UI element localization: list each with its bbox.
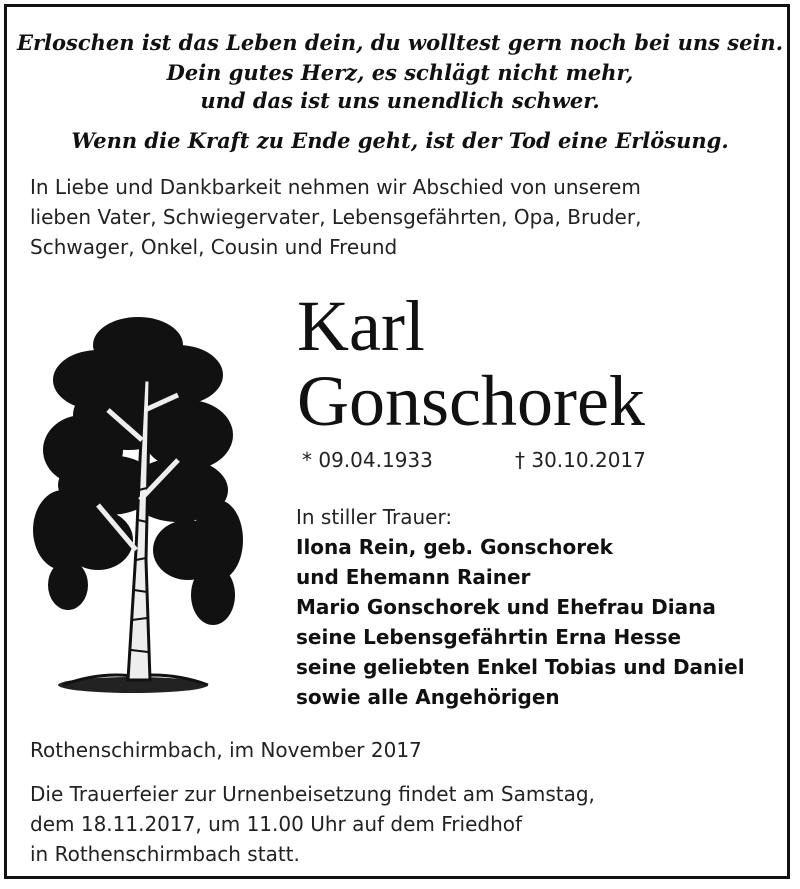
verse-line-2: Dein gutes Herz, es schlägt nicht mehr, [166, 60, 634, 85]
intro-line-1: In Liebe und Dankbarkeit nehmen wir Abschied von unserem [30, 175, 641, 199]
mourner-line: Ilona Rein, geb. Gonschorek [296, 535, 613, 559]
mourner-line: und Ehemann Rainer [296, 565, 531, 589]
birch-tree-icon [28, 300, 248, 700]
place-date: Rothenschirmbach, im November 2017 [30, 738, 422, 762]
mourner-line: sowie alle Angehörigen [296, 685, 560, 709]
verse-line-1: Erloschen ist das Leben dein, du wolltest gern noch bei uns sein. [16, 30, 784, 55]
mourners-heading: In stiller Trauer: [296, 505, 453, 529]
verse-line-4: Wenn die Kraft zu Ende geht, ist der Tod eine Erlösung. [71, 128, 729, 153]
verse-line-3: und das ist uns unendlich schwer. [200, 88, 600, 113]
ceremony-line-3: in Rothenschirmbach statt. [30, 842, 300, 866]
deceased-last-name: Gonschorek [297, 361, 645, 441]
deceased-first-name: Karl [297, 286, 425, 366]
ceremony-line-1: Die Trauerfeier zur Urnenbeisetzung findet am Samstag, [30, 782, 595, 806]
death-date: † 30.10.2017 [515, 448, 646, 472]
mourner-line: seine geliebten Enkel Tobias und Daniel [296, 655, 745, 679]
birth-date: * 09.04.1933 [302, 448, 433, 472]
ceremony-line-2: dem 18.11.2017, um 11.00 Uhr auf dem Friedhof [30, 812, 523, 836]
intro-line-3: Schwager, Onkel, Cousin und Freund [30, 235, 398, 259]
mourner-line: Mario Gonschorek und Ehefrau Diana [296, 595, 716, 619]
mourner-line: seine Lebensgefährtin Erna Hesse [296, 625, 682, 649]
intro-line-2: lieben Vater, Schwiegervater, Lebensgefährten, Opa, Bruder, [30, 205, 642, 229]
